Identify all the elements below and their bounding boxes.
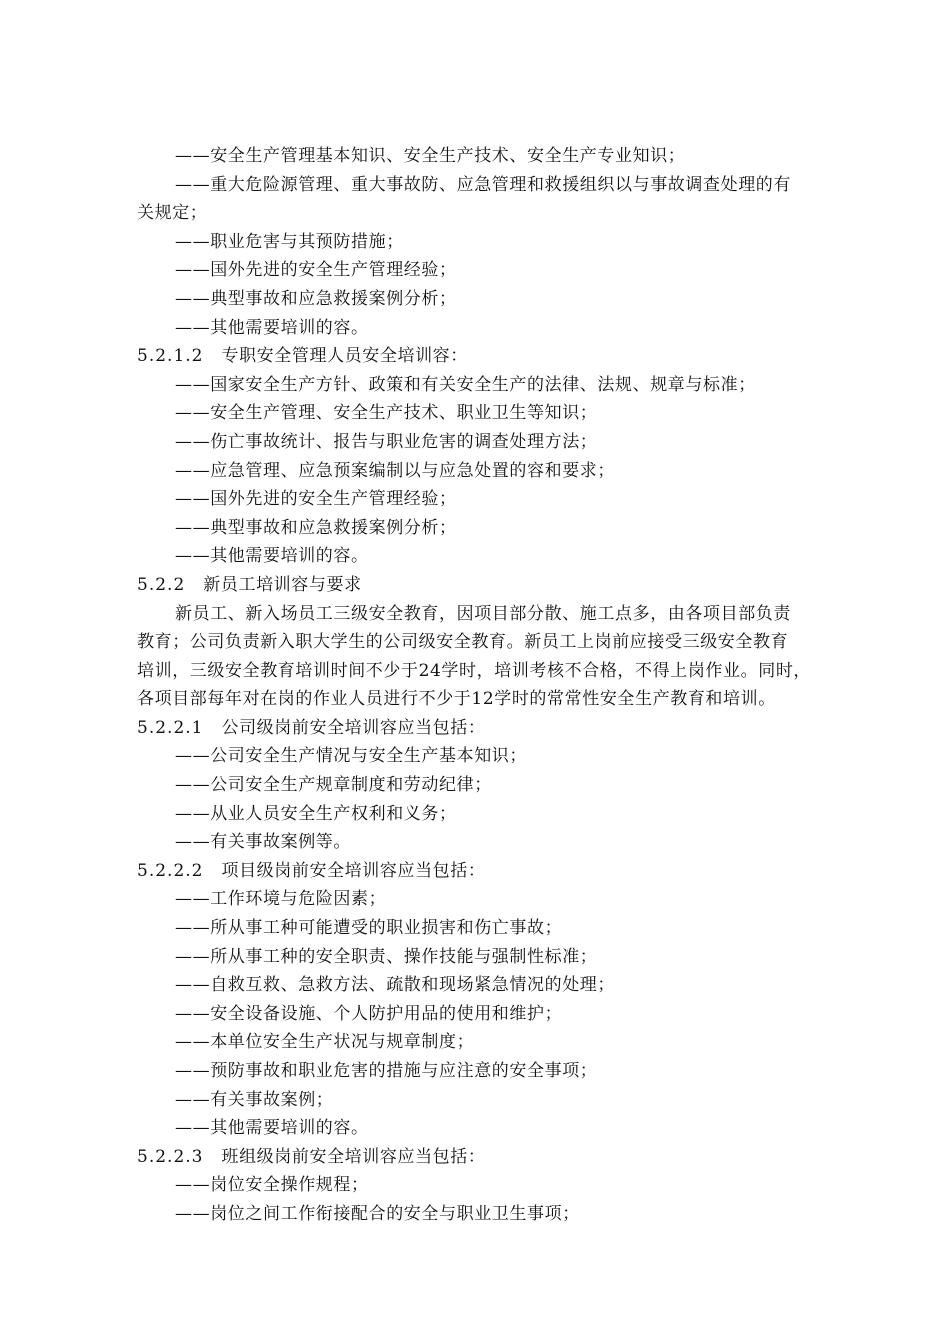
section-title: 专职安全管理人员安全培训容： [221, 346, 468, 367]
list-item: ——伤亡事故统计、报告与职业危害的调查处理方法； [175, 431, 598, 452]
list-item: ——职业危害与其预防措施； [175, 231, 404, 252]
paragraph-line: 培训，三级安全教育培训时间不少于24学时，培训考核不合格，不得上岗作业。同时， [137, 660, 812, 681]
section-heading [0, 857, 950, 886]
list-item: ——典型事故和应急救援案例分析； [175, 288, 457, 309]
list-item: ——本单位安全生产状况与规章制度； [175, 1032, 475, 1053]
list-item: ——其他需要培训的容。 [175, 546, 369, 567]
list-item: ——国外先进的安全生产管理经验； [175, 489, 457, 510]
paragraph-line: 新员工、新入场员工三级安全教育，因项目部分散、施工点多，由各项目部负责 [175, 603, 791, 624]
list-item: ——公司安全生产情况与安全生产基本知识； [175, 746, 527, 767]
list-item: ——安全生产管理、安全生产技术、职业卫生等知识； [175, 403, 598, 424]
section-number: 5.2.2.3 [137, 1146, 204, 1167]
list-item: ——有关事故案例； [175, 1089, 334, 1110]
list-item: ——岗位之间工作衔接配合的安全与职业卫生事项； [175, 1203, 580, 1224]
list-item: ——所从事工种可能遭受的职业损害和伤亡事故； [175, 918, 563, 939]
list-item: ——其他需要培训的容。 [175, 317, 369, 338]
list-item: ——所从事工种的安全职责、操作技能与强制性标准； [175, 946, 598, 967]
list-item: ——从业人员安全生产权利和义务； [175, 803, 457, 824]
list-item: ——国家安全生产方针、政策和有关安全生产的法律、法规、规章与标准； [175, 374, 756, 395]
list-item: ——安全生产管理基本知识、安全生产技术、安全生产专业知识； [175, 146, 686, 166]
list-item: ——安全设备设施、个人防护用品的使用和维护； [175, 1003, 563, 1024]
section-number: 5.2.1.2 [137, 346, 204, 367]
section-number: 5.2.2 [137, 574, 186, 595]
list-item: ——工作环境与危险因素； [175, 889, 387, 910]
section-heading [0, 1143, 950, 1172]
section-heading [0, 714, 950, 743]
list-item: ——典型事故和应急救援案例分析； [175, 517, 457, 538]
list-item: ——预防事故和职业危害的措施与应注意的安全事项； [175, 1061, 598, 1081]
section-title: 公司级岗前安全培训容应当包括： [221, 717, 486, 738]
list-item: ——其他需要培训的容。 [175, 1118, 369, 1139]
list-item: ——重大危险源管理、重大事故防、应急管理和救援组织以与事故调查处理的有 [175, 174, 791, 195]
section-heading [0, 571, 950, 600]
list-item: ——应急管理、应急预案编制以与应急处置的容和要求； [175, 460, 615, 481]
document-page [0, 142, 950, 1229]
list-item-continuation: 关规定； [137, 203, 208, 224]
section-title: 班组级岗前安全培训容应当包括： [221, 1146, 486, 1167]
paragraph-line: 教育；公司负责新入职大学生的公司级安全教育。新员工上岗前应接受三级安全教育 [137, 632, 789, 653]
list-item: ——有关事故案例等。 [175, 832, 351, 853]
section-title: 新员工培训容与要求 [203, 574, 362, 595]
section-title: 项目级岗前安全培训容应当包括： [221, 860, 486, 881]
section-number: 5.2.2.1 [137, 717, 204, 738]
section-number: 5.2.2.2 [137, 860, 204, 881]
list-item: ——公司安全生产规章制度和劳动纪律； [175, 775, 492, 796]
list-item: ——国外先进的安全生产管理经验； [175, 260, 457, 281]
paragraph-line: 各项目部每年对在岗的作业人员进行不少于12学时的常常性安全生产教育和培训。 [137, 689, 776, 710]
section-heading [0, 342, 950, 371]
list-item: ——岗位安全操作规程； [175, 1175, 369, 1196]
list-item: ——自救互救、急救方法、疏散和现场紧急情况的处理； [175, 975, 615, 996]
